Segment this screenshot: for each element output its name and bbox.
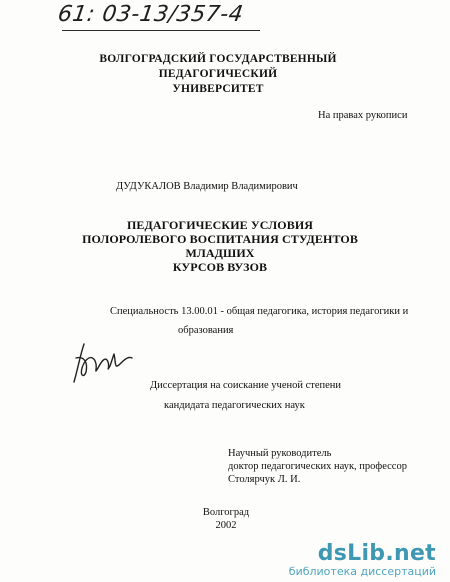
- manuscript-rights-note: На правах рукописи: [318, 110, 408, 121]
- handwritten-signature: [70, 338, 140, 388]
- university-line-2: УНИВЕРСИТЕТ: [172, 83, 264, 95]
- supervisor-label: Научный руководитель: [228, 448, 332, 459]
- supervisor-name: Столярчук Л. И.: [228, 474, 301, 485]
- specialty-block: [110, 302, 410, 340]
- title-line-1: ПЕДАГОГИЧЕСКИЕ УСЛОВИЯ: [126, 218, 314, 232]
- university-name: [48, 52, 388, 97]
- title-line-2: ПОЛОРОЛЕВОГО ВОСПИТАНИЯ СТУДЕНТОВ МЛАДШИХ: [82, 232, 358, 260]
- degree-line-1: Диссертация на соискание ученой степени: [150, 380, 342, 391]
- degree-statement: [150, 376, 341, 416]
- place-and-year: [196, 506, 256, 532]
- watermark-brand: dsLib.net: [317, 541, 436, 566]
- year: 2002: [215, 520, 237, 531]
- city-name: Волгоград: [202, 507, 250, 518]
- dissertation-title: [52, 218, 388, 274]
- specialty-line-1: Специальность 13.00.01 - общая педагогика, история педагогики и: [110, 306, 409, 317]
- catalog-underline: [62, 30, 260, 31]
- specialty-line-2: образования: [178, 325, 234, 336]
- title-line-3: КУРСОВ ВУЗОВ: [172, 260, 268, 274]
- watermark-subtitle: библиотека диссертаций: [288, 565, 436, 578]
- supervisor-block: [228, 447, 407, 486]
- author-name: ДУДУКАЛОВ Владимир Владимирович: [116, 181, 298, 192]
- supervisor-degree: доктор педагогических наук, профессор: [228, 461, 407, 472]
- university-line-1: ВОЛГОГРАДСКИЙ ГОСУДАРСТВЕННЫЙ ПЕДАГОГИЧЕСКИЙ: [99, 53, 337, 80]
- dslib-watermark: [289, 543, 436, 578]
- handwritten-catalog-number: 61: 03-13/357-4: [56, 2, 245, 27]
- degree-line-2: кандидата педагогических наук: [164, 400, 305, 411]
